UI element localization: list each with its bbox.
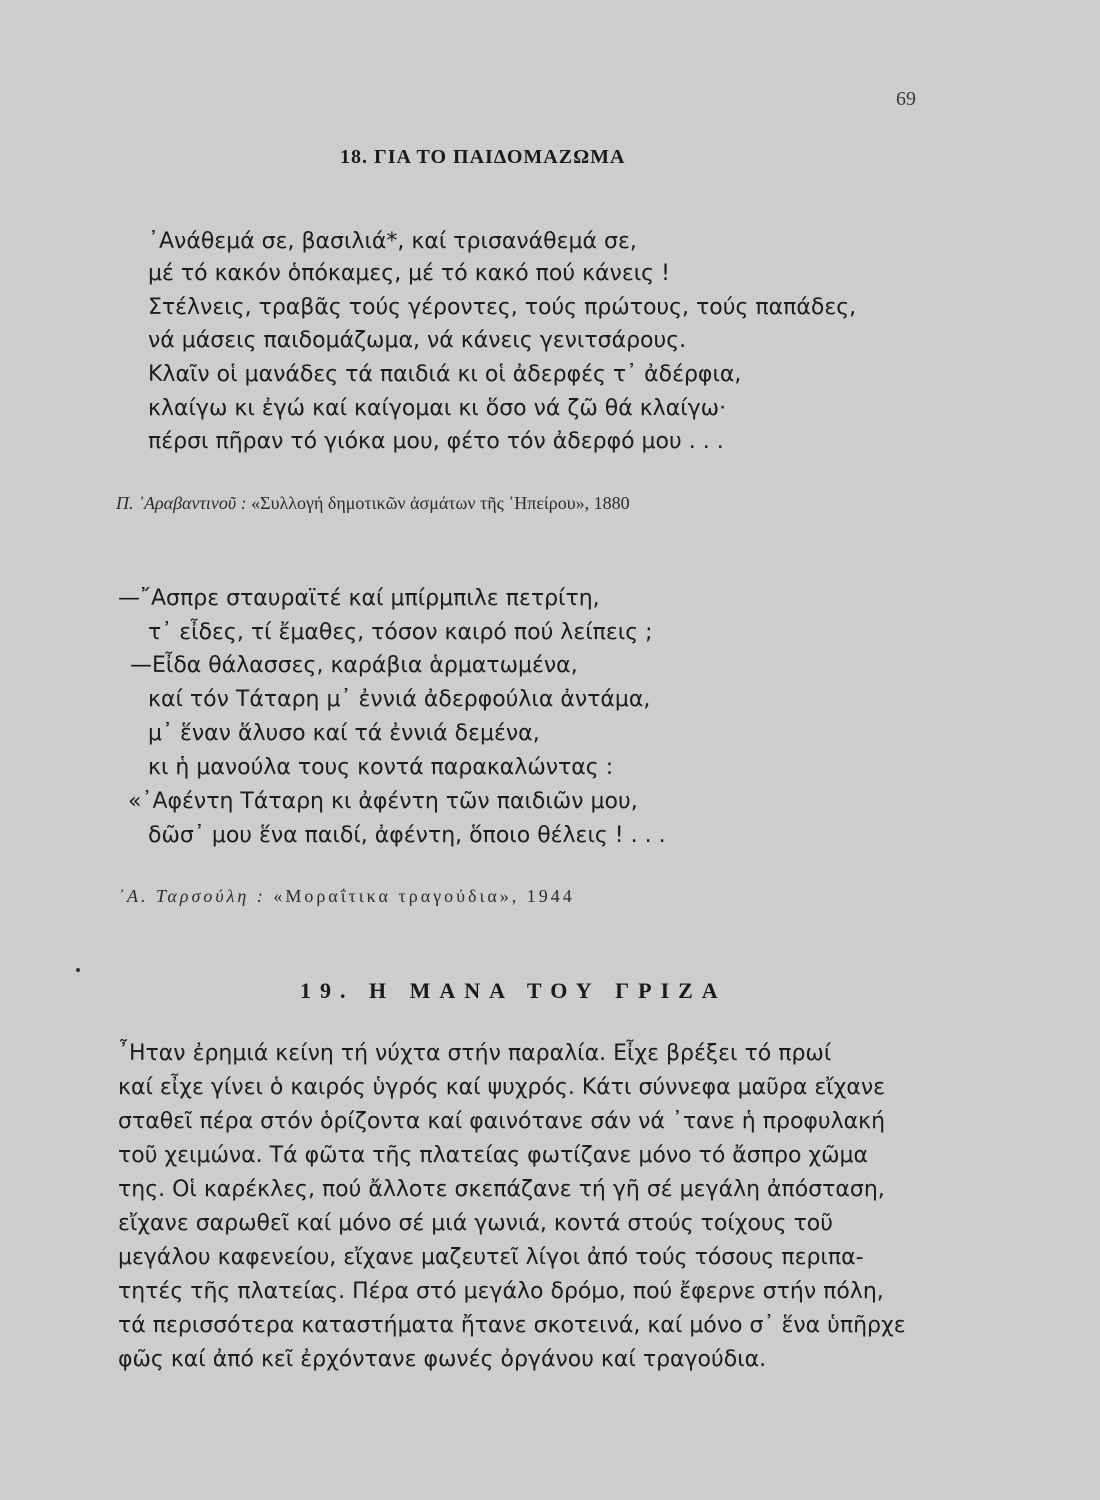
poem-1-line: κλαίγω κι ἐγώ καί καίγομαι κι ὅσο νά ζῶ θά κλαίγω· <box>148 396 727 421</box>
poem-1-source <box>116 493 630 514</box>
page-number: 69 <box>896 88 916 110</box>
paragraph-line: ῏Ηταν ἐρημιά κείνη τή νύχτα στήν παραλία. Εἶχε βρέξει τό πρωί <box>118 1041 832 1066</box>
poem-1-line: ᾿Ανάθεμά σε, βασιλιά*, καί τρισανάθεμά σε, <box>148 229 637 254</box>
poem-2-line: —Εἶδα θάλασσες, καράβια ἁρματωμένα, <box>130 653 578 678</box>
poem-1-source-author: Π. ᾿Αραβαντινοῦ : <box>116 493 247 513</box>
poem-2-line: μ᾿ ἕναν ἅλυσο καί τά ἐννιά δεμένα, <box>148 721 540 746</box>
poem-2-source <box>118 886 575 907</box>
paragraph-line: τητές τῆς πλατείας. Πέρα στό μεγάλο δρόμο, πού ἔφερνε στήν πόλη, <box>118 1279 884 1304</box>
section-19-title: 19. Η ΜΑΝΑ ΤΟΥ ΓΡΙΖΑ <box>300 978 727 1003</box>
paragraph-line: καί εἶχε γίνει ὁ καιρός ὑγρός καί ψυχρός. Κάτι σύννεφα μαῦρα εἴχανε <box>118 1075 886 1100</box>
poem-2-line: δῶσ᾿ μου ἕνα παιδί, ἀφέντη, ὅποιο θέλεις ! . . . <box>148 823 666 848</box>
paragraph-line: φῶς καί ἀπό κεῖ ἐρχόντανε φωνές ὀργάνου καί τραγούδια. <box>118 1347 767 1372</box>
paragraph-line: εἴχανε σαρωθεῖ καί μόνο σέ μιά γωνιά, κοντά στούς τοίχους τοῦ <box>118 1211 833 1236</box>
poem-2-source-author: ᾿Α. Ταρσούλη : <box>118 886 266 906</box>
paragraph-line: τοῦ χειμώνα. Τά φῶτα τῆς πλατείας φωτίζανε μόνο τό ἄσπρο χῶμα <box>118 1143 869 1168</box>
paragraph-line: της. Οἱ καρέκλες, πού ἄλλοτε σκεπάζανε τή γῆ σέ μεγάλη ἀπόσταση, <box>118 1177 885 1202</box>
paragraph-line: μεγάλου καφενείου, εἴχανε μαζευτεῖ λίγοι ἀπό τούς τόσους περιπα- <box>118 1245 864 1270</box>
section-18-title: 18. ΓΙΑ ΤΟ ΠΑΙΔΟΜΑΖΩΜΑ <box>340 146 626 168</box>
paragraph-line: σταθεῖ πέρα στόν ὁρίζοντα καί φαινότανε σάν νά ᾿τανε ἡ προφυλακή <box>118 1109 886 1134</box>
poem-2-line: τ᾿ εἶδες, τί ἔμαθες, τόσον καιρό πού λείπεις ; <box>148 620 653 645</box>
poem-2-line: κι ἡ μανούλα τους κοντά παρακαλώντας : <box>148 755 614 780</box>
print-speck <box>76 968 80 972</box>
poem-1-line: μέ τό κακόν ὁπόκαμες, μέ τό κακό πού κάνεις ! <box>148 261 670 286</box>
poem-2-source-title: «Μοραΐτικα τραγούδια», 1944 <box>273 886 575 906</box>
poem-1-line: Στέλνεις, τραβᾶς τούς γέροντες, τούς πρώτους, τούς παπάδες, <box>148 295 857 320</box>
poem-2-line: καί τόν Τάταρη μ᾿ ἐννιά ἀδερφούλια ἀντάμα, <box>148 687 651 712</box>
poem-1-line: Κλαῖν οἱ μανάδες τά παιδιά κι οἱ ἀδερφές τ᾿ ἀδέρφια, <box>148 362 742 387</box>
paragraph-line: τά περισσότερα καταστήματα ἤτανε σκοτεινά, καί μόνο σ᾿ ἕνα ὑπῆρχε <box>118 1313 906 1338</box>
poem-2-line: «᾿Αφέντη Τάταρη κι ἀφέντη τῶν παιδιῶν μου, <box>128 789 638 814</box>
poem-1-source-title: «Συλλογή δημοτικῶν ἀσμάτων τῆς ᾿Ηπείρου», 1880 <box>251 493 630 513</box>
poem-2-line: —῎Ασπρε σταυραϊτέ καί μπίρμπιλε πετρίτη, <box>118 586 600 611</box>
poem-1-line: νά μάσεις παιδομάζωμα, νά κάνεις γενιτσάρους. <box>148 328 687 353</box>
poem-1-line: πέρσι πῆραν τό γιόκα μου, φέτο τόν ἀδερφό μου . . . <box>148 429 724 454</box>
